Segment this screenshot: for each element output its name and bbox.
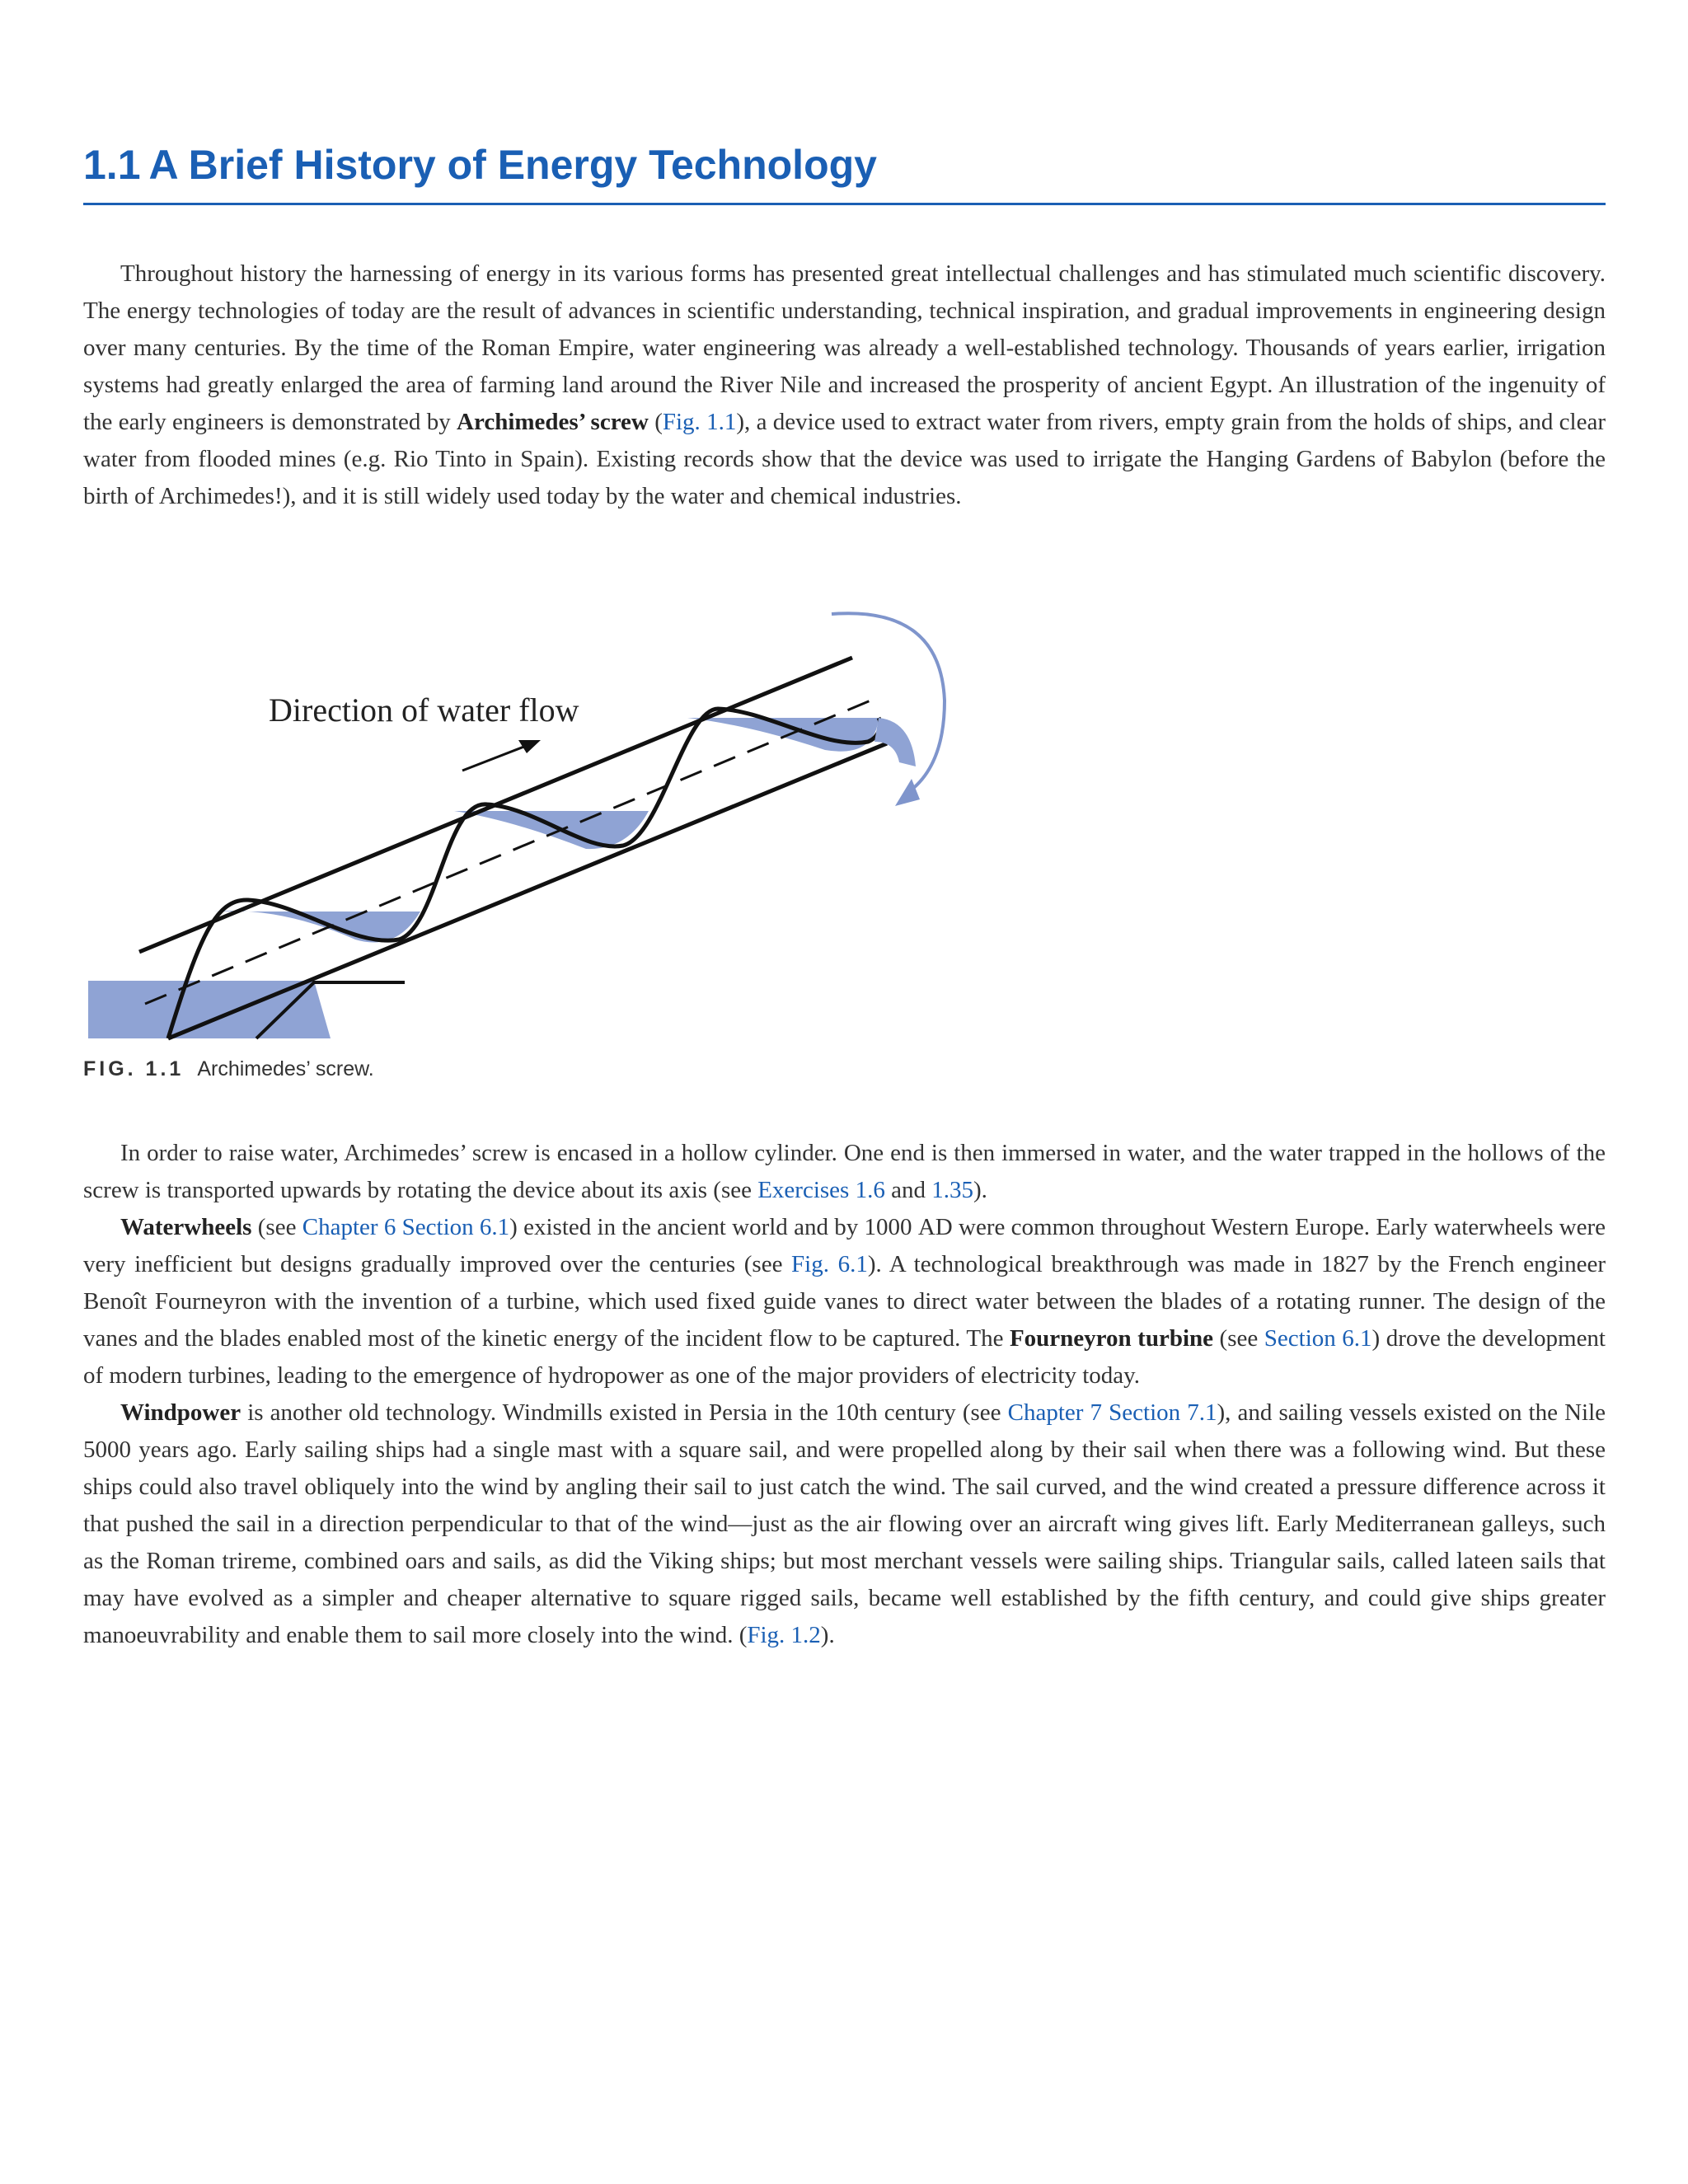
text-run: ). A technological breakthrough was made in 1827 by the French engineer Benoît Fourneyron with the invention of a turbine, which used fixed guide vanes to direct water between the blades of a rotating runner. The design of the vanes and the blades enabled most of the kinetic energy of the incident flow to be captured. The <box>83 1251 1606 1352</box>
link-chapter-6-section-6-1[interactable]: Chapter 6 Section 6.1 <box>302 1214 510 1240</box>
link-fig-6-1[interactable]: Fig. 6.1 <box>791 1251 868 1277</box>
rotation-arrowhead <box>895 779 920 806</box>
screw-axis <box>145 699 874 1004</box>
paragraph-2-block <box>83 1135 1606 1654</box>
link-fig-1-1[interactable]: Fig. 1.1 <box>662 409 737 435</box>
water-pocket-1 <box>213 911 420 942</box>
text-run: ( <box>648 409 663 435</box>
link-chapter-7-section-7-1[interactable]: Chapter 7 Section 7.1 <box>1007 1399 1217 1426</box>
text-run: is another old technology. Windmills existed in Persia in the 10th century (see <box>241 1399 1008 1426</box>
term-fourneyron-turbine: Fourneyron turbine <box>1009 1325 1214 1352</box>
rotation-arrow <box>832 613 945 793</box>
figure-caption <box>83 1057 374 1081</box>
cylinder-bottom-edge <box>168 743 887 1038</box>
link-exercises-1-6[interactable]: Exercises 1.6 <box>757 1177 885 1203</box>
water-pocket-2 <box>454 811 649 849</box>
text-run: were common throughout Western Europe. Early waterwheels were very inefficient but designs gradually improved over the centuries (see <box>83 1214 1606 1277</box>
text-run: Throughout history the harnessing of energy in its various forms has presented great intellectual challenges and has stimulated much scientific discovery. The energy technologies of today are the result of advances in scientific understanding, technical inspiration, and gradual improvements in engineering design over many centuries. By the time of the Roman Empire, water engineering was already a well-established technology. Thousands of years earlier, irrigation systems had greatly enlarged the area of farming land around the River Nile and increased the prosperity of ancient Egypt. An illustration of the ingenuity of the early engineers is demonstrated by <box>83 260 1606 435</box>
text-run: ). <box>973 1177 987 1203</box>
figure-caption-text: Archimedes’ screw. <box>197 1057 374 1080</box>
term-archimedes-screw: Archimedes’ screw <box>457 409 649 435</box>
paragraph-3 <box>83 1209 1606 1394</box>
title-rule <box>83 203 1606 205</box>
paragraph-1 <box>83 255 1606 515</box>
text-run: In order to raise water, Archimedes’ screw is encased in a hollow cylinder. One end is then immersed in water, and the water trapped in the hollows of the screw is transported upwards by rotating the device about its axis (see <box>83 1140 1606 1203</box>
water-outlet <box>874 718 916 766</box>
term-waterwheels: Waterwheels <box>120 1214 252 1240</box>
paragraph-2 <box>83 1135 1606 1209</box>
text-run: ), and sailing vessels existed on the Nile 5000 years ago. Early sailing ships had a single mast with a square sail, and were propelled along by their sail when there was a following wind. But these ships could also travel obliquely into the wind by angling their sail to just catch the wind. The sail curved, and the wind created a pressure difference across it that pushed the sail in a direction perpendicular to that of the wind—just as the air flowing over an aircraft wing gives lift. Early Mediterranean galleys, such as the Roman trireme, combined oars and sails, as did the Viking ships; but most merchant vessels were sailing ships. Triangular sails, called lateen sails that may have evolved as a simpler and cheaper alternative to square rigged sails, became well established by the fifth century, and could give ships greater manoeuvrability and enable them to sail more closely into the wind. ( <box>83 1399 1606 1648</box>
text-run: ), a device used to extract water from rivers, empty grain from the holds of ships, and clear water from flooded mines (e.g. Rio Tinto in Spain). Existing records show that the device was used to irrigate the Hanging Gardens of Babylon (before the birth of Archimedes!), and it is still widely used today by the water and chemical industries. <box>83 409 1606 509</box>
flow-arrow-shaft <box>462 743 532 771</box>
link-section-6-1[interactable]: Section 6.1 <box>1264 1325 1372 1352</box>
text-run: (see <box>1213 1325 1264 1352</box>
flow-direction-label: Direction of water flow <box>269 691 579 729</box>
paragraph-4 <box>83 1394 1606 1654</box>
section-title <box>83 140 1606 190</box>
section-number: 1.1 <box>83 142 141 188</box>
text-run: (see <box>251 1214 302 1240</box>
paragraph-1-block <box>83 255 1606 515</box>
text-run: ) existed in the ancient world and by 1000 <box>509 1214 918 1240</box>
section-title-text: A Brief History of Energy Technology <box>148 142 877 188</box>
link-exercise-1-35[interactable]: 1.35 <box>931 1177 973 1203</box>
era-ad: AD <box>917 1214 953 1240</box>
text-run: and <box>884 1177 932 1203</box>
link-fig-1-2[interactable]: Fig. 1.2 <box>747 1622 821 1648</box>
archimedes-screw-figure <box>83 602 990 1096</box>
figure-label: FIG. 1.1 <box>83 1057 185 1080</box>
term-windpower: Windpower <box>120 1399 241 1426</box>
water-reservoir <box>88 981 331 1038</box>
text-run: ). <box>820 1622 835 1648</box>
text-run: ) drove the development of modern turbines, leading to the emergence of hydropower as one of the major providers of electricity today. <box>83 1325 1606 1389</box>
